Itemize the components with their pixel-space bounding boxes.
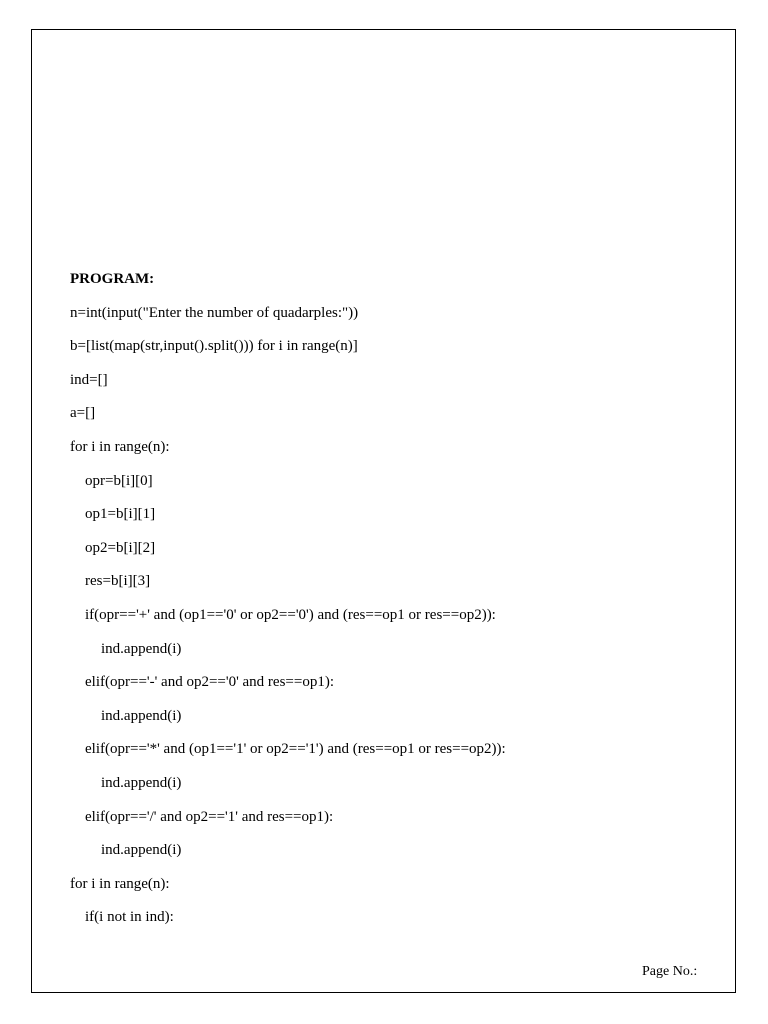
code-line: for i in range(n): <box>70 438 170 455</box>
code-line: a=[] <box>70 405 96 422</box>
code-line: ind.append(i) <box>101 842 182 859</box>
code-line: opr=b[i][0] <box>85 472 153 489</box>
code-line: elif(opr=='*' and (op1=='1' or op2=='1') and (res==op1 or res==op2)): <box>85 741 506 758</box>
code-line: ind=[] <box>70 371 108 388</box>
code-line: for i in range(n): <box>70 875 170 892</box>
code-line: op1=b[i][1] <box>85 506 156 523</box>
code-line: ind.append(i) <box>101 774 182 791</box>
code-line: n=int(input("Enter the number of quadarples:")) <box>70 304 359 321</box>
code-line: ind.append(i) <box>101 640 182 657</box>
code-line: ind.append(i) <box>101 707 182 724</box>
code-line: if(i not in ind): <box>85 909 174 926</box>
page-number-label: Page No.: <box>642 964 698 979</box>
code-line: if(opr=='+' and (op1=='0' or op2=='0') and (res==op1 or res==op2)): <box>85 606 496 623</box>
program-listing <box>70 266 710 938</box>
code-line: op2=b[i][2] <box>85 539 156 556</box>
code-line: elif(opr=='-' and op2=='0' and res==op1): <box>85 674 335 691</box>
code-line: elif(opr=='/' and op2=='1' and res==op1): <box>85 808 334 825</box>
code-line: res=b[i][3] <box>85 573 151 590</box>
program-heading: PROGRAM: <box>70 271 155 287</box>
code-line: b=[list(map(str,input().split())) for i in range(n)] <box>70 338 358 355</box>
